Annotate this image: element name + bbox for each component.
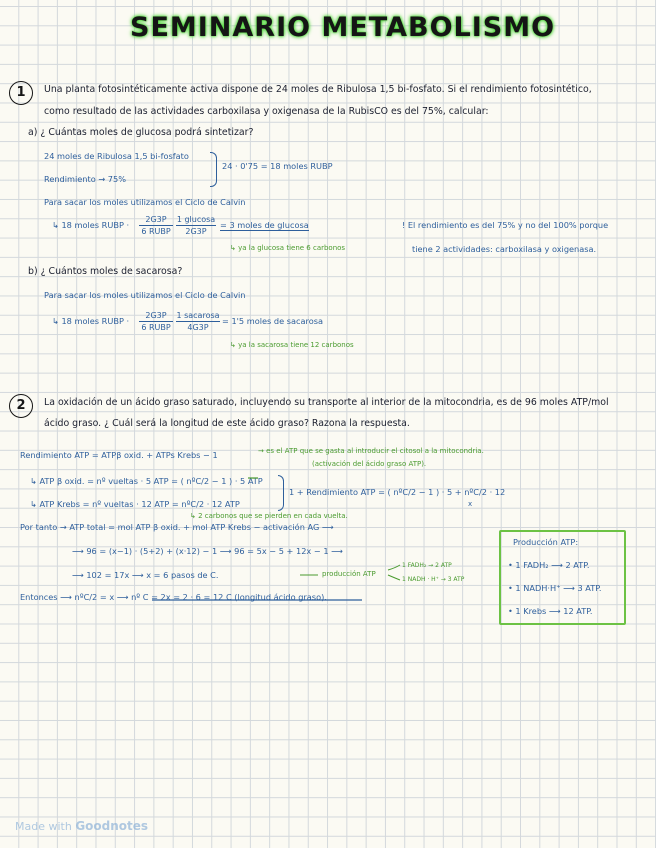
atp-box-title: Producción ATP: bbox=[513, 537, 579, 547]
q1b-calc-start: ↳ 18 moles RUBP · bbox=[52, 316, 130, 326]
atp-box-item-nadh: • 1 NADH·H⁺ ⟶ 3 ATP. bbox=[508, 583, 602, 593]
q1-statement-line2: como resultado de las actividades carboxilasa y oxigenasa de la RubisCO es del 75%, calcular: bbox=[44, 106, 489, 117]
q1b-frac1-numerator: 2G3P bbox=[145, 311, 167, 320]
q1a-frac2-numerator: 1 glucosa bbox=[176, 215, 216, 224]
q1b-frac2-numerator: 1 sacarosa bbox=[176, 311, 220, 320]
watermark-brand: Goodnotes bbox=[75, 819, 149, 833]
q2-activation-note-line2: (activación del ácido graso ATP). bbox=[312, 460, 427, 468]
q1a-data-ribulose: 24 moles de Ribulosa 1,5 bi-fosfato bbox=[44, 151, 189, 161]
q2-equation-line2: ⟶ 102 = 17x ⟶ x = 6 pasos de C. bbox=[72, 570, 219, 580]
q1b-frac1-denominator: 6 RUBP bbox=[139, 321, 173, 333]
page-title: SEMINARIO METABOLISMO bbox=[130, 12, 556, 43]
q1a-frac1-denominator: 6 RUBP bbox=[139, 225, 173, 237]
q1a-frac1-numerator: 2G3P bbox=[145, 215, 167, 224]
q2-statement-line2: ácido graso. ¿ Cuál será la longitud de este ácido graso? Razona la respuesta. bbox=[44, 418, 410, 429]
question-2-number: 2 bbox=[9, 394, 33, 418]
q2-statement-line1: La oxidación de un ácido graso saturado, incluyendo su transporte al interior de la mitocondria, es de 96 moles ATP/mol bbox=[44, 397, 609, 408]
q2-production-nadh: 1 NADH · H⁺ → 3 ATP bbox=[402, 576, 465, 583]
q1a-frac2-denominator: 2G3P bbox=[176, 225, 216, 237]
q1a-note-glucose-carbons: ↳ ya la glucosa tiene 6 carbonos bbox=[230, 244, 346, 252]
q1b-frac2-denominator: 4G3P bbox=[176, 321, 220, 333]
q2-yield-formula: Rendimiento ATP = ATPβ oxid. + ATPs Krebs − 1 bbox=[20, 450, 218, 460]
q1a-answer: = 3 moles de glucosa bbox=[220, 220, 309, 230]
q2-krebs-atp: ↳ ATP Krebs = nº vueltas · 12 ATP = nºC/2 · 12 ATP bbox=[30, 499, 240, 509]
q1b-note-sucrose-carbons: ↳ ya la sacarosa tiene 12 carbonos bbox=[230, 341, 354, 349]
q1a-question: a) ¿ Cuántas moles de glucosa podrá sintetizar? bbox=[28, 127, 254, 138]
watermark-made-with: Made with bbox=[15, 820, 72, 833]
q1b-calvin-label: Para sacar los moles utilizamos el Ciclo de Calvin bbox=[44, 290, 246, 300]
goodnotes-watermark bbox=[15, 819, 148, 833]
q2-production-fadh: 1 FADH₂ → 2 ATP bbox=[402, 562, 452, 569]
q2-activation-note-line1: → es el ATP que se gasta al introducir el citosol a la mitocondria. bbox=[258, 447, 484, 455]
q2-total-yield: 1 + Rendimiento ATP = ( nºC/2 − 1 ) · 5 + nºC/2 · 12 bbox=[289, 487, 506, 497]
q2-total-variable: x bbox=[468, 500, 473, 508]
q2-equation-line1: ⟶ 96 = (x−1) · (5+2) + (x·12) − 1 ⟶ 96 = 5x − 5 + 12x − 1 ⟶ bbox=[72, 546, 343, 556]
q1a-calc-start: ↳ 18 moles RUBP · bbox=[52, 220, 130, 230]
q2-carbons-lost-note: ↳ 2 carbonos que se pierden en cada vuelta. bbox=[190, 512, 348, 520]
atp-box-item-krebs: • 1 Krebs ⟶ 12 ATP. bbox=[508, 606, 593, 616]
q2-beta-oxidation-atp: ↳ ATP β oxid. = nº vueltas · 5 ATP = ( nºC/2 − 1 ) · 5 ATP bbox=[30, 476, 263, 486]
q1a-result: 24 · 0'75 = 18 moles RUBP bbox=[222, 161, 333, 171]
q1b-answer: = 1'5 moles de sacarosa bbox=[222, 316, 324, 326]
q2-production-label: producción ATP bbox=[322, 570, 376, 578]
q1-statement-line1: Una planta fotosintéticamente activa dispone de 24 moles de Ribulosa 1,5 bi-fosfato. Si el rendimiento fotosintético, bbox=[44, 84, 592, 95]
question-1-number: 1 bbox=[9, 81, 33, 105]
q2-therefore-line: Por tanto → ATP total = mol ATP β oxid. + mol ATP Krebs − activación AG ⟶ bbox=[20, 522, 334, 532]
q1a-side-note-line1: ! El rendimiento es del 75% y no del 100% porque bbox=[402, 220, 609, 230]
atp-box-item-fadh2: • 1 FADH₂ ⟶ 2 ATP. bbox=[508, 560, 590, 570]
q1a-data-yield: Rendimiento → 75% bbox=[44, 174, 126, 184]
q1a-side-note-line2: tiene 2 actividades: carboxilasa y oxigenasa. bbox=[412, 244, 597, 254]
q1b-question: b) ¿ Cuántos moles de sacarosa? bbox=[28, 266, 183, 277]
q2-final-result: Entonces ⟶ nºC/2 = x ⟶ nº C = 2x = 2 · 6 = 12 C (longitud ácido graso). bbox=[20, 592, 327, 602]
q1a-calvin-label: Para sacar los moles utilizamos el Ciclo de Calvin bbox=[44, 197, 246, 207]
production-branch-arrows bbox=[388, 565, 400, 580]
